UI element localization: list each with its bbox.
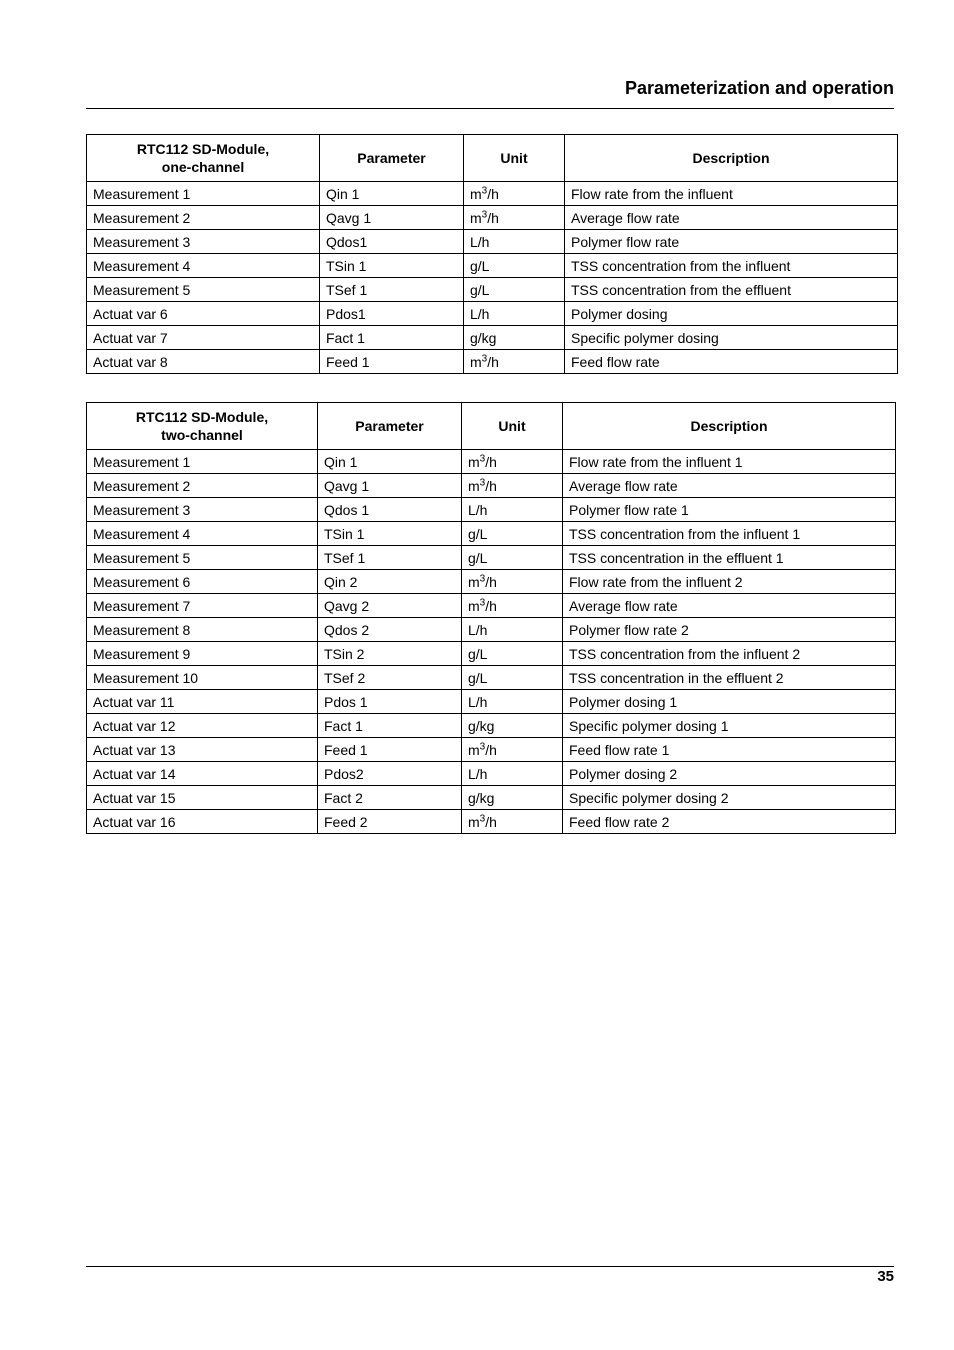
unit-cell: $m^3/h$ — [462, 570, 563, 594]
module-cell: Measurement 4 — [87, 522, 318, 546]
module-cell: Actuat var 15 — [87, 786, 318, 810]
table-row — [87, 690, 896, 714]
unit-cell: g/L — [462, 522, 563, 546]
parameter-cell: Qavg 1 — [320, 206, 464, 230]
parameter-cell: Qin 2 — [318, 570, 462, 594]
parameter-cell: Feed 1 — [318, 738, 462, 762]
description-cell: Feed flow rate — [565, 350, 898, 374]
module-cell: Measurement 1 — [87, 450, 318, 474]
table-row — [87, 618, 896, 642]
description-cell: Polymer dosing — [565, 302, 898, 326]
parameter-cell: Fact 1 — [318, 714, 462, 738]
module-cell: Actuat var 14 — [87, 762, 318, 786]
description-cell: TSS concentration from the influent 2 — [563, 642, 896, 666]
parameter-cell: Qin 1 — [320, 182, 464, 206]
parameter-cell: Feed 1 — [320, 350, 464, 374]
header-label-line: Description — [692, 150, 770, 166]
unit-cell: g/L — [464, 254, 565, 278]
header-label-line: RTC112 SD-Module, — [136, 141, 270, 157]
parameter-cell: TSef 1 — [318, 546, 462, 570]
description-column-header — [563, 403, 896, 450]
table-row — [87, 278, 898, 302]
module-cell: Measurement 2 — [87, 474, 318, 498]
header-label-line: Description — [690, 418, 768, 434]
table-row — [87, 522, 896, 546]
module-cell: Measurement 5 — [87, 278, 320, 302]
parameter-cell: Pdos 1 — [318, 690, 462, 714]
table-row — [87, 738, 896, 762]
table-row — [87, 666, 896, 690]
table-row — [87, 326, 898, 350]
parameter-cell: Feed 2 — [318, 810, 462, 834]
module-cell: Measurement 1 — [87, 182, 320, 206]
module-cell: Measurement 4 — [87, 254, 320, 278]
description-cell: Flow rate from the influent 2 — [563, 570, 896, 594]
unit-cell: $m^3/h$ — [464, 182, 565, 206]
table-row — [87, 302, 898, 326]
unit-cell: g/L — [462, 642, 563, 666]
description-cell: Polymer dosing 1 — [563, 690, 896, 714]
description-cell: Flow rate from the influent — [565, 182, 898, 206]
parameter-cell: TSin 1 — [318, 522, 462, 546]
unit-cell: L/h — [462, 690, 563, 714]
unit-cell: $m^3/h$ — [462, 594, 563, 618]
unit-cell: $m^3/h$ — [462, 738, 563, 762]
description-cell: Specific polymer dosing 1 — [563, 714, 896, 738]
unit-cell: g/kg — [462, 714, 563, 738]
description-cell: Feed flow rate 1 — [563, 738, 896, 762]
description-cell: Flow rate from the influent 1 — [563, 450, 896, 474]
table-row — [87, 594, 896, 618]
parameter-cell: TSef 1 — [320, 278, 464, 302]
unit-cell: g/kg — [462, 786, 563, 810]
table-body — [87, 450, 896, 834]
unit-column-header — [462, 403, 563, 450]
table-header — [87, 403, 896, 450]
one-channel-parameter-table — [86, 134, 898, 374]
module-cell: Measurement 9 — [87, 642, 318, 666]
page-number: 35 — [877, 1268, 894, 1285]
parameter-cell: TSin 2 — [318, 642, 462, 666]
unit-cell: $m^3/h$ — [462, 474, 563, 498]
description-cell: Polymer flow rate 1 — [563, 498, 896, 522]
parameter-cell: Fact 1 — [320, 326, 464, 350]
parameter-cell: Qdos 2 — [318, 618, 462, 642]
parameter-cell: Fact 2 — [318, 786, 462, 810]
module-cell: Actuat var 16 — [87, 810, 318, 834]
description-cell: TSS concentration in the effluent 1 — [563, 546, 896, 570]
page-title: Parameterization and operation — [624, 78, 894, 98]
header-row — [87, 403, 896, 450]
unit-cell: L/h — [464, 302, 565, 326]
two-channel-parameter-table — [86, 402, 896, 834]
description-cell: Polymer flow rate — [565, 230, 898, 254]
module-cell: Measurement 5 — [87, 546, 318, 570]
description-cell: Average flow rate — [565, 206, 898, 230]
unit-cell: L/h — [462, 618, 563, 642]
parameter-cell: TSef 2 — [318, 666, 462, 690]
parameter-cell: Pdos2 — [318, 762, 462, 786]
unit-cell: $m^3/h$ — [464, 350, 565, 374]
table-row — [87, 786, 896, 810]
description-cell: TSS concentration from the influent — [565, 254, 898, 278]
unit-cell: g/kg — [464, 326, 565, 350]
unit-cell: L/h — [462, 762, 563, 786]
module-cell: Measurement 3 — [87, 230, 320, 254]
description-cell: Polymer flow rate 2 — [563, 618, 896, 642]
header-rule — [86, 108, 894, 109]
header-label-line: Unit — [500, 150, 528, 166]
table-row — [87, 450, 896, 474]
table-row — [87, 546, 896, 570]
parameter-column-header — [320, 135, 464, 182]
header-label-line: Parameter — [357, 150, 426, 166]
header-row — [87, 135, 898, 182]
unit-cell: L/h — [464, 230, 565, 254]
unit-cell: $m^3/h$ — [464, 206, 565, 230]
table-row — [87, 642, 896, 666]
table-header — [87, 135, 898, 182]
module-cell: Actuat var 6 — [87, 302, 320, 326]
module-cell: Measurement 6 — [87, 570, 318, 594]
header-label-line: one-channel — [161, 159, 245, 175]
parameter-cell: TSin 1 — [320, 254, 464, 278]
header-label-line: two-channel — [161, 427, 243, 443]
header-label-line: Parameter — [355, 418, 424, 434]
unit-cell: $m^3/h$ — [462, 810, 563, 834]
table-row — [87, 714, 896, 738]
parameter-cell: Qin 1 — [318, 450, 462, 474]
description-cell: Polymer dosing 2 — [563, 762, 896, 786]
description-cell: Specific polymer dosing — [565, 326, 898, 350]
unit-cell: g/L — [462, 546, 563, 570]
table-row — [87, 230, 898, 254]
table-row — [87, 182, 898, 206]
footer-rule — [86, 1266, 894, 1267]
description-cell: Average flow rate — [563, 594, 896, 618]
module-cell: Actuat var 7 — [87, 326, 320, 350]
unit-cell: g/L — [464, 278, 565, 302]
parameter-cell: Qdos 1 — [318, 498, 462, 522]
table-row — [87, 206, 898, 230]
module-cell: Measurement 8 — [87, 618, 318, 642]
parameter-cell: Qavg 2 — [318, 594, 462, 618]
header-label-line: RTC112 SD-Module, — [135, 409, 269, 425]
module-cell: Measurement 7 — [87, 594, 318, 618]
table-row — [87, 254, 898, 278]
description-cell: Average flow rate — [563, 474, 896, 498]
unit-cell: g/L — [462, 666, 563, 690]
table-row — [87, 570, 896, 594]
module-column-header — [87, 403, 318, 450]
unit-column-header — [464, 135, 565, 182]
table-row — [87, 810, 896, 834]
module-cell: Actuat var 13 — [87, 738, 318, 762]
module-cell: Measurement 2 — [87, 206, 320, 230]
description-cell: Specific polymer dosing 2 — [563, 786, 896, 810]
parameter-cell: Qavg 1 — [318, 474, 462, 498]
module-cell: Actuat var 11 — [87, 690, 318, 714]
table-row — [87, 474, 896, 498]
description-column-header — [565, 135, 898, 182]
unit-cell: L/h — [462, 498, 563, 522]
header-label-line: Unit — [498, 418, 526, 434]
description-cell: TSS concentration from the influent 1 — [563, 522, 896, 546]
module-cell: Measurement 10 — [87, 666, 318, 690]
module-cell: Measurement 3 — [87, 498, 318, 522]
unit-cell: $m^3/h$ — [462, 450, 563, 474]
table-row — [87, 498, 896, 522]
parameter-cell: Qdos1 — [320, 230, 464, 254]
module-cell: Actuat var 12 — [87, 714, 318, 738]
table-row — [87, 350, 898, 374]
table-row — [87, 762, 896, 786]
module-cell: Actuat var 8 — [87, 350, 320, 374]
module-column-header — [87, 135, 320, 182]
parameter-cell: Pdos1 — [320, 302, 464, 326]
description-cell: TSS concentration in the effluent 2 — [563, 666, 896, 690]
parameter-column-header — [318, 403, 462, 450]
description-cell: Feed flow rate 2 — [563, 810, 896, 834]
description-cell: TSS concentration from the effluent — [565, 278, 898, 302]
table-body — [87, 182, 898, 374]
